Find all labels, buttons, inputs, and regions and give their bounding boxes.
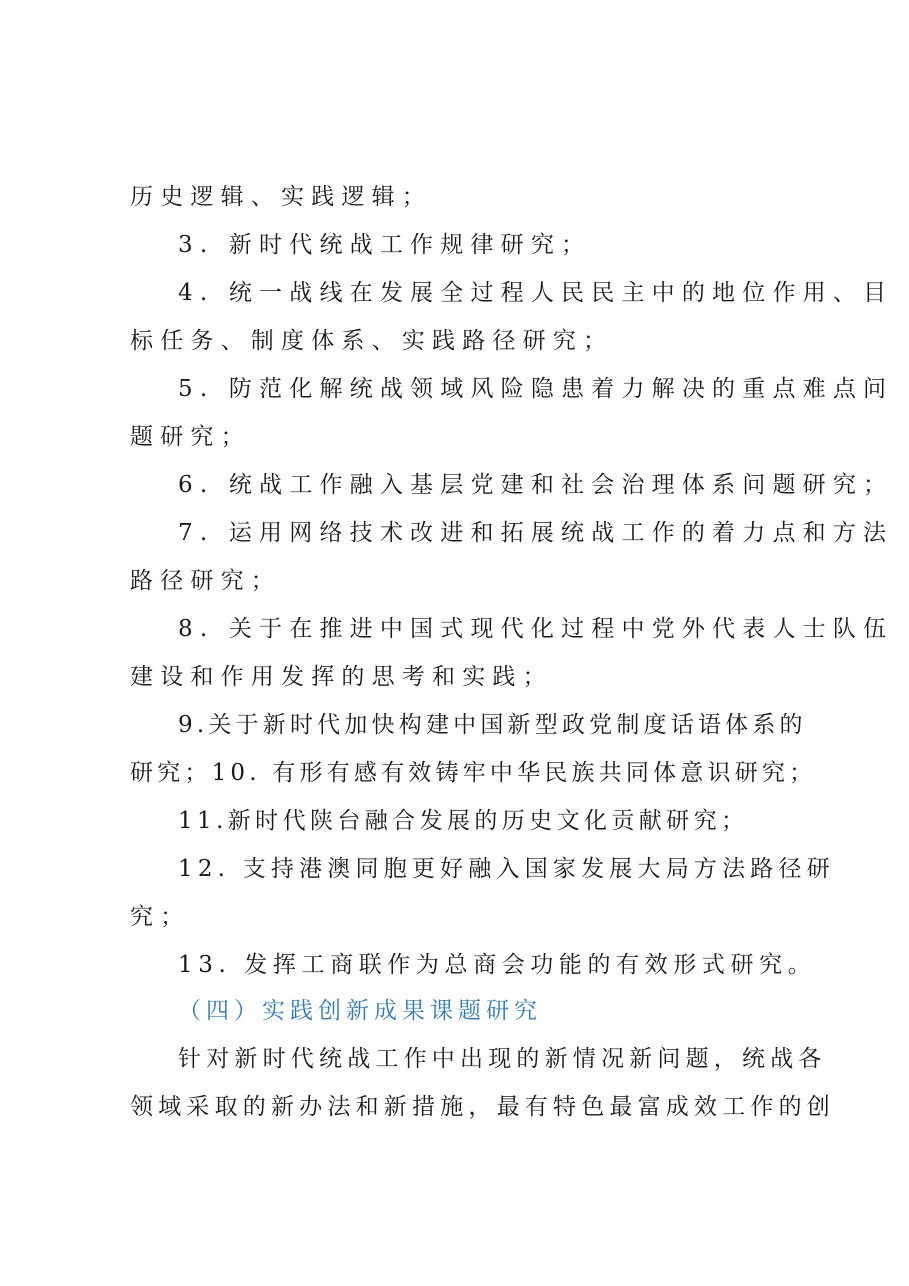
text-line: 历史逻辑、实践逻辑； — [130, 184, 432, 210]
section-heading: （四）实践创新成果课题研究 — [178, 998, 542, 1024]
text-line: 建设和作用发挥的思考和实践； — [130, 664, 553, 690]
list-item-13: 13. 发挥工商联作为总商会功能的有效形式研究。 — [178, 952, 817, 978]
text-line: 究； — [130, 904, 191, 930]
list-item-5: 5. 防范化解统战领域风险隐患着力解决的重点难点问 — [178, 376, 894, 402]
paragraph-line: 针对新时代统战工作中出现的新情况新问题，统战各 — [178, 1046, 827, 1072]
text-line: 标任务、制度体系、实践路径研究； — [130, 328, 614, 354]
list-item-12: 12. 支持港澳同胞更好融入国家发展大局方法路径研 — [178, 856, 835, 882]
list-item-6: 6. 统战工作融入基层党建和社会治理体系问题研究； — [178, 472, 894, 498]
list-item-3: 3. 新时代统战工作规律研究； — [178, 232, 592, 258]
list-item-11: 11.新时代陕台融合发展的历史文化贡献研究； — [178, 808, 749, 834]
text-line: 路径研究； — [130, 568, 281, 594]
text-line: 题研究； — [130, 424, 251, 450]
list-item-9: 9.关于新时代加快构建中国新型政党制度话语体系的 — [178, 712, 807, 738]
list-item-4: 4. 统一战线在发展全过程人民民主中的地位作用、目 — [178, 280, 894, 306]
paragraph-line: 领域采取的新办法和新措施，最有特色最富成效工作的创 — [130, 1094, 835, 1120]
list-item-7: 7. 运用网络技术改进和拓展统战工作的着力点和方法 — [178, 520, 894, 546]
list-item-10: 研究；10. 有形有感有效铸牢中华民族共同体意识研究； — [130, 760, 817, 786]
list-item-8: 8. 关于在推进中国式现代化过程中党外代表人士队伍 — [178, 616, 894, 642]
